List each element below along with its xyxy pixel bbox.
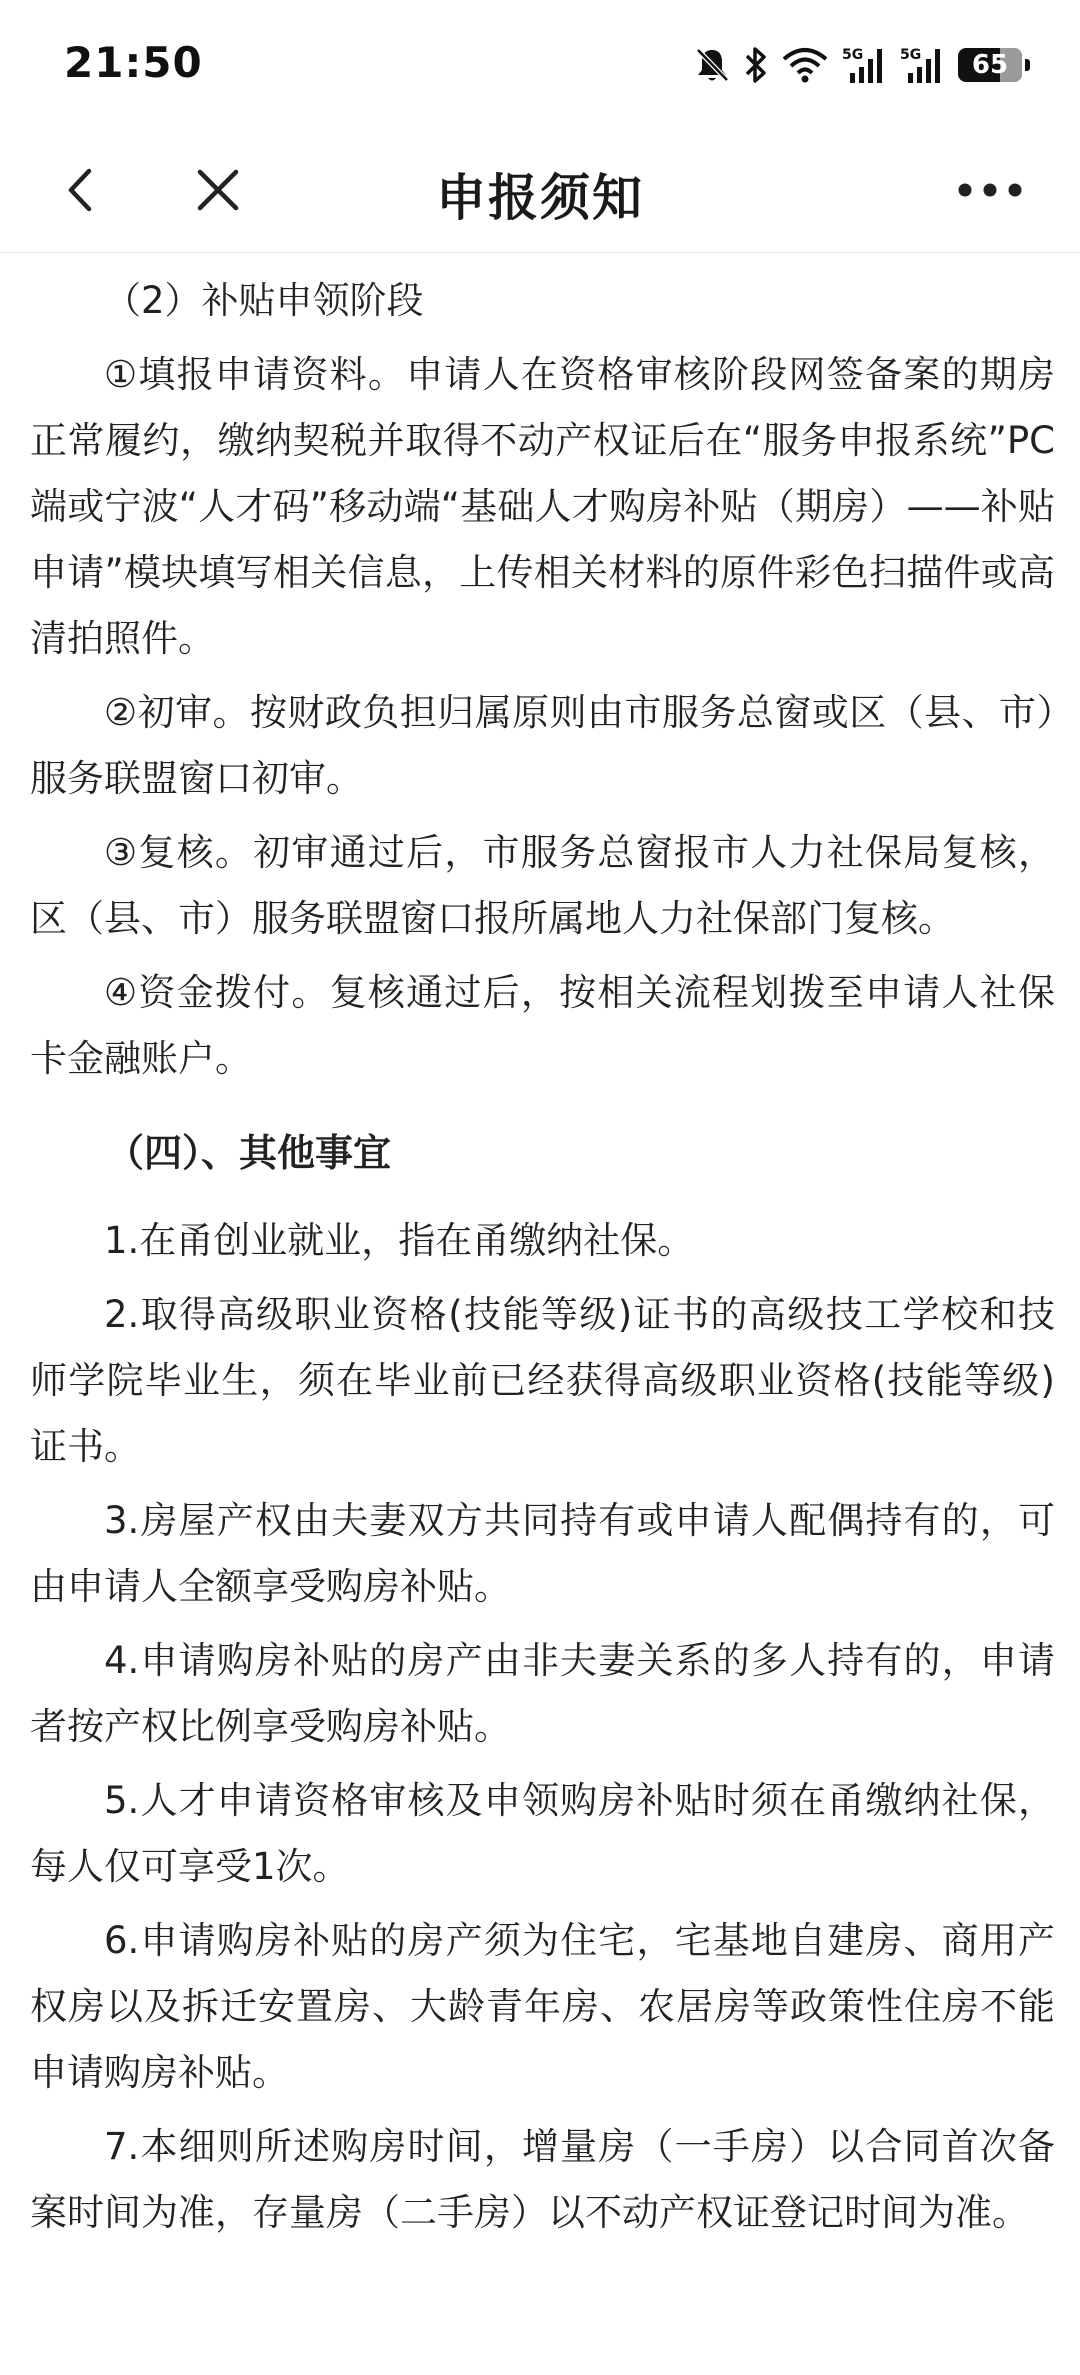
svg-text:5G: 5G: [900, 47, 922, 63]
list-item: 4.申请购房补贴的房产由非夫妻关系的多人持有的，申请者按产权比例享受购房补贴。: [30, 1639, 1055, 1748]
svg-text:5G: 5G: [842, 47, 864, 63]
page-title: 申报须知: [436, 169, 644, 227]
nav-bar: [0, 128, 1080, 253]
bluetooth-icon: [744, 46, 768, 84]
list-item: 1.在甬创业就业，指在甬缴纳社保。: [104, 1219, 695, 1262]
subhead: （2）补贴申领阶段: [104, 279, 424, 322]
battery-level: 65: [971, 50, 1009, 80]
more-button[interactable]: [950, 160, 1030, 220]
list-item: 3.房屋产权由夫妻双方共同持有或申请人配偶持有的，可由申请人全额享受购房补贴。: [30, 1499, 1055, 1608]
list-item: 6.申请购房补贴的房产须为住宅，宅基地自建房、商用产权房以及拆迁安置房、大龄青年房、农居房等政策性住房不能申请购房补贴。: [30, 1919, 1055, 2094]
signal-5g-icon: [842, 45, 886, 85]
step-item: ③复核。初审通过后，市服务总窗报市人力社保局复核，区（县、市）服务联盟窗口报所属地人力社保部门复核。: [30, 831, 1055, 940]
status-bar: [0, 0, 1080, 128]
article-content: [30, 268, 1055, 2254]
more-icon: [955, 180, 1025, 200]
section-title: （四）、其他事宜: [106, 1131, 392, 1175]
list-item: 7.本细则所述购房时间，增量房（一手房）以合同首次备案时间为准，存量房（二手房）以不动产权证登记时间为准。: [30, 2125, 1055, 2234]
bell-muted-icon: [694, 46, 730, 84]
step-item: ④资金拨付。复核通过后，按相关流程划拨至申请人社保卡金融账户。: [30, 971, 1055, 1080]
status-time: 21:50: [64, 38, 203, 87]
battery-icon: [958, 48, 1022, 82]
step-item: ①填报申请资料。申请人在资格审核阶段网签备案的期房正常履约，缴纳契税并取得不动产权证后在“服务申报系统”PC端或宁波“人才码”移动端“基础人才购房补贴（期房）——补贴申请”模块填写相关信息，上传相关材料的原件彩色扫描件或高清拍照件。: [30, 353, 1055, 660]
signal-5g-icon: [900, 45, 944, 85]
wifi-icon: [782, 47, 828, 83]
status-icons: [694, 42, 1022, 88]
step-item: ②初审。按财政负担归属原则由市服务总窗或区（县、市）服务联盟窗口初审。: [30, 691, 1055, 800]
list-item: 2.取得高级职业资格(技能等级)证书的高级技工学校和技师学院毕业生，须在毕业前已经获得高级职业资格(技能等级)证书。: [30, 1293, 1055, 1468]
list-item: 5.人才申请资格审核及申领购房补贴时须在甬缴纳社保，每人仅可享受1次。: [30, 1779, 1055, 1888]
